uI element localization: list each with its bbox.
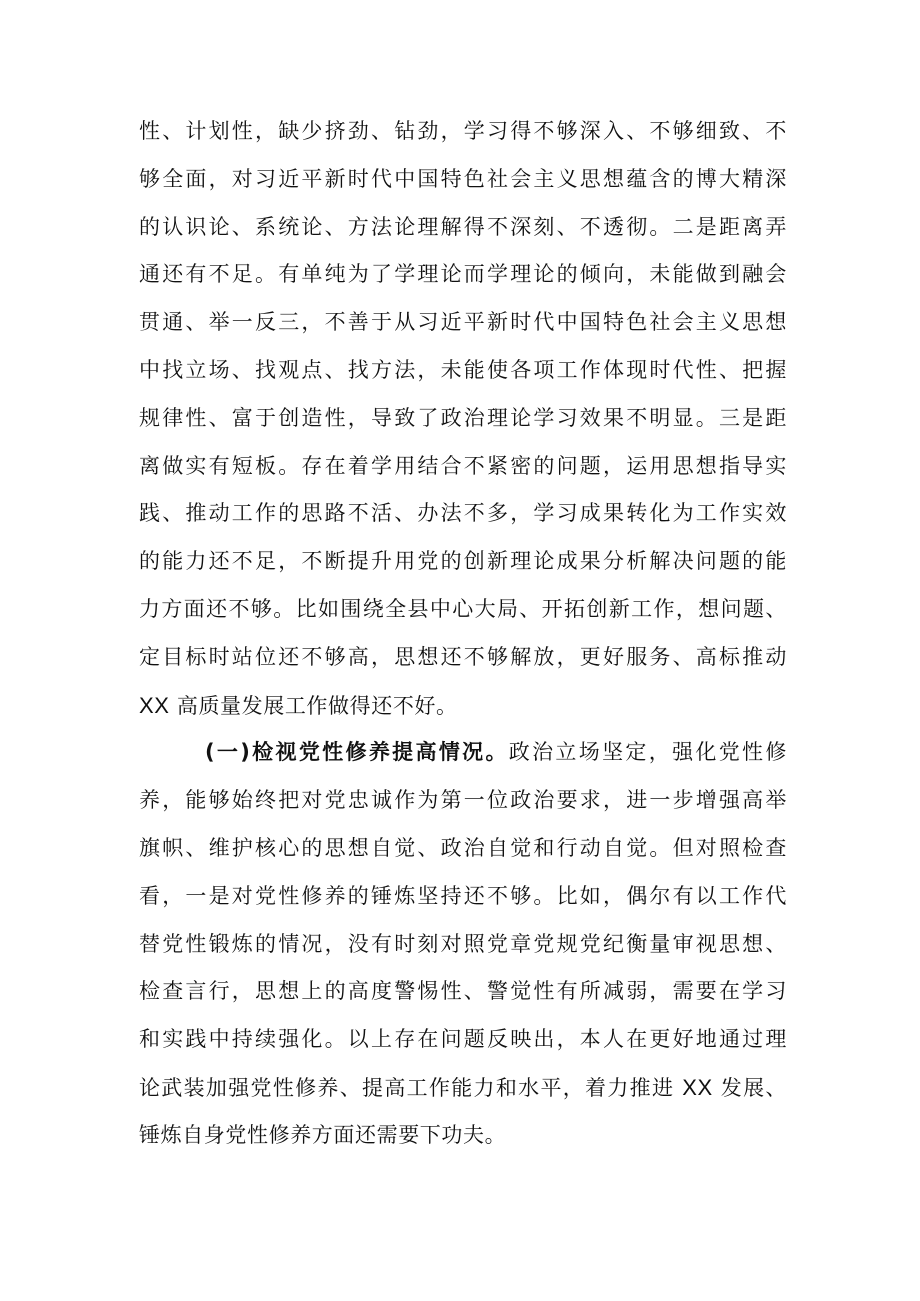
text-fragment: 论武装加强党性修养、提高工作能力和水平，着力推进 bbox=[139, 1075, 683, 1100]
text-line: 力方面还不够。比如围绕全县中心大局、开拓创新工作，想问题、 bbox=[139, 596, 787, 621]
xx-placeholder: XX bbox=[682, 1074, 713, 1100]
text-fragment: 政治立场坚定，强化党性修 bbox=[508, 740, 787, 765]
text-line: 替党性锻炼的情况，没有时刻对照党章党规党纪衡量审视思想、 bbox=[139, 931, 787, 956]
text-fragment: 发展、 bbox=[712, 1075, 787, 1100]
text-line: 的认识论、系统论、方法论理解得不深刻、不透彻。二是距离弄 bbox=[139, 214, 787, 239]
text-line: 离做实有短板。存在着学用结合不紧密的问题，运用思想指导实 bbox=[139, 453, 787, 478]
text-line: 通还有不足。有单纯为了学理论而学理论的倾向，未能做到融会 bbox=[139, 262, 787, 287]
text-line: 检查言行，思想上的高度警惕性、警觉性有所减弱，需要在学习 bbox=[139, 979, 787, 1004]
text-line: 的能力还不足，不断提升用党的创新理论成果分析解决问题的能 bbox=[139, 549, 787, 574]
text-line-last: 锤炼自身党性修养方面还需要下功夫。 bbox=[139, 1122, 507, 1147]
xx-placeholder: XX bbox=[139, 692, 170, 718]
text-line: 旗帜、维护核心的思想自觉、政治自觉和行动自觉。但对照检查 bbox=[139, 835, 787, 860]
text-line-last bbox=[139, 682, 787, 730]
text-line bbox=[139, 1064, 787, 1112]
text-line: 养，能够始终把对党忠诚作为第一位政治要求，进一步增强高举 bbox=[139, 788, 787, 813]
text-line: 践、推动工作的思路不活、办法不多，学习成果转化为工作实效 bbox=[139, 501, 787, 526]
text-line: 看，一是对党性修养的锤炼坚持还不够。比如，偶尔有以工作代 bbox=[139, 883, 787, 908]
section-first-line bbox=[139, 729, 787, 777]
text-line: 贯通、举一反三，不善于从习近平新时代中国特色社会主义思想 bbox=[139, 310, 787, 335]
section-heading: (一)检视党性修养提高情况。 bbox=[205, 740, 509, 765]
text-line: 规律性、富于创造性，导致了政治理论学习效果不明显。三是距 bbox=[139, 405, 787, 430]
text-fragment: 高质量发展工作做得还不好。 bbox=[169, 693, 458, 718]
text-line: 中找立场、找观点、找方法，未能使各项工作体现时代性、把握 bbox=[139, 357, 787, 382]
document-page bbox=[139, 108, 787, 1160]
text-line: 定目标时站位还不够高，思想还不够解放，更好服务、高标推动 bbox=[139, 644, 787, 669]
text-line: 和实践中持续强化。以上存在问题反映出，本人在更好地通过理 bbox=[139, 1027, 787, 1052]
text-line: 够全面，对习近平新时代中国特色社会主义思想蕴含的博大精深 bbox=[139, 166, 787, 191]
text-line: 性、计划性，缺少挤劲、钻劲，学习得不够深入、不够细致、不 bbox=[139, 119, 787, 143]
paragraph-2 bbox=[139, 729, 787, 1159]
paragraph-1 bbox=[139, 108, 787, 729]
